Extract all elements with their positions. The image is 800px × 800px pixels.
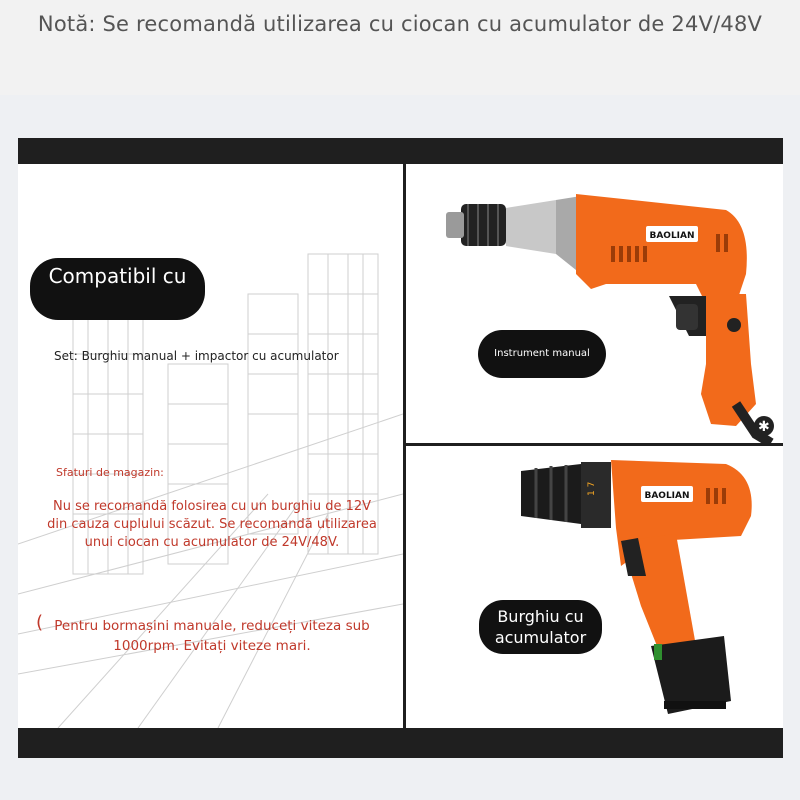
manual-drill-panel bbox=[406, 164, 783, 443]
cordless-drill-brand: BAOLIAN bbox=[644, 491, 690, 501]
tip-speed-advice: Pentru bormașini manuale, reduceți viteza sub 1000rpm. Evitați viteze mari. bbox=[54, 618, 370, 654]
note-text: Notă: Se recomandă utilizarea cu ciocan cu acumulator de 24V/48V bbox=[37, 12, 763, 36]
corded-drill-brand: BAOLIAN bbox=[649, 231, 695, 241]
note-banner bbox=[0, 0, 800, 95]
cordless-drill-image bbox=[406, 446, 783, 728]
svg-text:✱: ✱ bbox=[758, 419, 770, 435]
frame-top-bar bbox=[18, 138, 783, 164]
manual-tool-badge: Instrument manual bbox=[478, 330, 606, 378]
cordless-drill-panel bbox=[406, 446, 783, 728]
svg-text:1 7: 1 7 bbox=[587, 481, 597, 496]
compatible-badge: Compatibil cu bbox=[30, 258, 205, 320]
frame-bottom-bar bbox=[18, 728, 783, 758]
tips-title: Sfaturi de magazin: bbox=[56, 466, 164, 479]
corded-drill-image bbox=[406, 164, 783, 443]
set-description: Set: Burghiu manual + impactor cu acumulator bbox=[54, 349, 339, 363]
product-frame bbox=[18, 138, 783, 758]
cordless-drill-badge: Burghiu cu acumulator bbox=[479, 600, 602, 654]
left-panel bbox=[18, 164, 403, 728]
tip-12v-warning: Nu se recomandă folosirea cu un burghiu de 12V din cauza cuplului scăzut. Se recomandă utilizarea unui ciocan cu acumulator de 24V/48V. bbox=[47, 499, 377, 550]
swirl-icon: ( bbox=[36, 612, 44, 633]
